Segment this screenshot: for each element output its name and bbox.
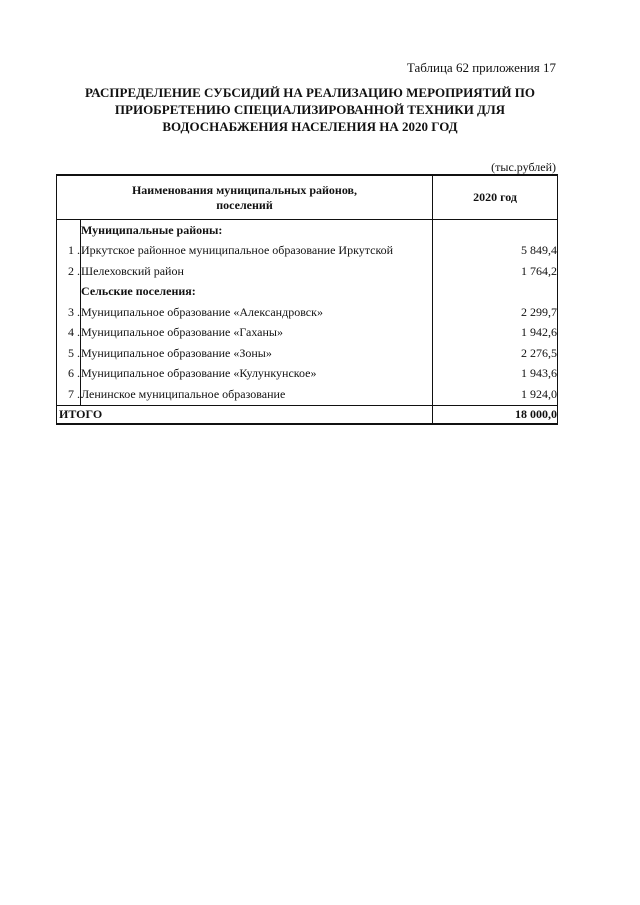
- row-value: [433, 220, 558, 241]
- row-number: 4 .: [57, 323, 81, 344]
- table-row: [57, 220, 558, 241]
- row-number: 7 .: [57, 384, 81, 405]
- row-name: Сельские поселения:: [81, 284, 196, 299]
- row-name: Муниципальное образование «Александровск»: [81, 304, 323, 319]
- table-row: [57, 261, 558, 282]
- table-row: [57, 241, 558, 262]
- row-value: 5 849,4: [433, 241, 558, 262]
- table-row: [57, 364, 558, 385]
- table-row: [57, 302, 558, 323]
- row-name: Шелеховский район: [81, 263, 184, 278]
- row-number: [57, 282, 81, 303]
- row-number: 3 .: [57, 302, 81, 323]
- table-row: [57, 343, 558, 364]
- row-number: 1 .: [57, 241, 81, 262]
- header-name-line-2: поселений: [216, 197, 273, 212]
- table-header-row: [57, 175, 558, 220]
- header-name-line-1: Наименования муниципальных районов,: [131, 182, 358, 197]
- title-line-3: ВОДОСНАБЖЕНИЯ НАСЕЛЕНИЯ НА 2020 ГОД: [162, 119, 458, 134]
- header-year-cell: 2020 год: [433, 175, 558, 220]
- table-row: [57, 384, 558, 405]
- row-value: 2 276,5: [433, 343, 558, 364]
- subsidy-table: [56, 174, 558, 425]
- total-row: [57, 405, 558, 424]
- total-value: 18 000,0: [433, 405, 558, 424]
- row-name: Муниципальное образование «Гаханы»: [81, 325, 283, 340]
- row-name: Иркутское районное муниципальное образование Иркутской: [81, 243, 394, 258]
- document-title: [60, 84, 560, 135]
- row-number: 5 .: [57, 343, 81, 364]
- row-value: 1 943,6: [433, 364, 558, 385]
- appendix-reference: Таблица 62 приложения 17: [406, 60, 556, 75]
- title-line-2: ПРИОБРЕТЕНИЮ СПЕЦИАЛИЗИРОВАННОЙ ТЕХНИКИ ДЛЯ: [114, 102, 506, 117]
- row-name: Ленинское муниципальное образование: [81, 386, 286, 401]
- row-value: 1 942,6: [433, 323, 558, 344]
- row-number: 6 .: [57, 364, 81, 385]
- row-value: 1 764,2: [433, 261, 558, 282]
- title-line-1: РАСПРЕДЕЛЕНИЕ СУБСИДИЙ НА РЕАЛИЗАЦИЮ МЕРОПРИЯТИЙ ПО: [84, 85, 535, 100]
- row-value: 2 299,7: [433, 302, 558, 323]
- row-number: [57, 220, 81, 241]
- header-name-cell: [57, 175, 433, 220]
- row-name: Муниципальное образование «Зоны»: [81, 345, 272, 360]
- row-name: Муниципальное образование «Кулункунское»: [81, 366, 317, 381]
- table-row: [57, 282, 558, 303]
- units-label: (тыс.рублей): [491, 160, 556, 174]
- row-value: [433, 282, 558, 303]
- total-label: ИТОГО: [57, 405, 433, 424]
- table-row: [57, 323, 558, 344]
- row-value: 1 924,0: [433, 384, 558, 405]
- row-name: Муниципальные районы:: [81, 222, 223, 237]
- row-number: 2 .: [57, 261, 81, 282]
